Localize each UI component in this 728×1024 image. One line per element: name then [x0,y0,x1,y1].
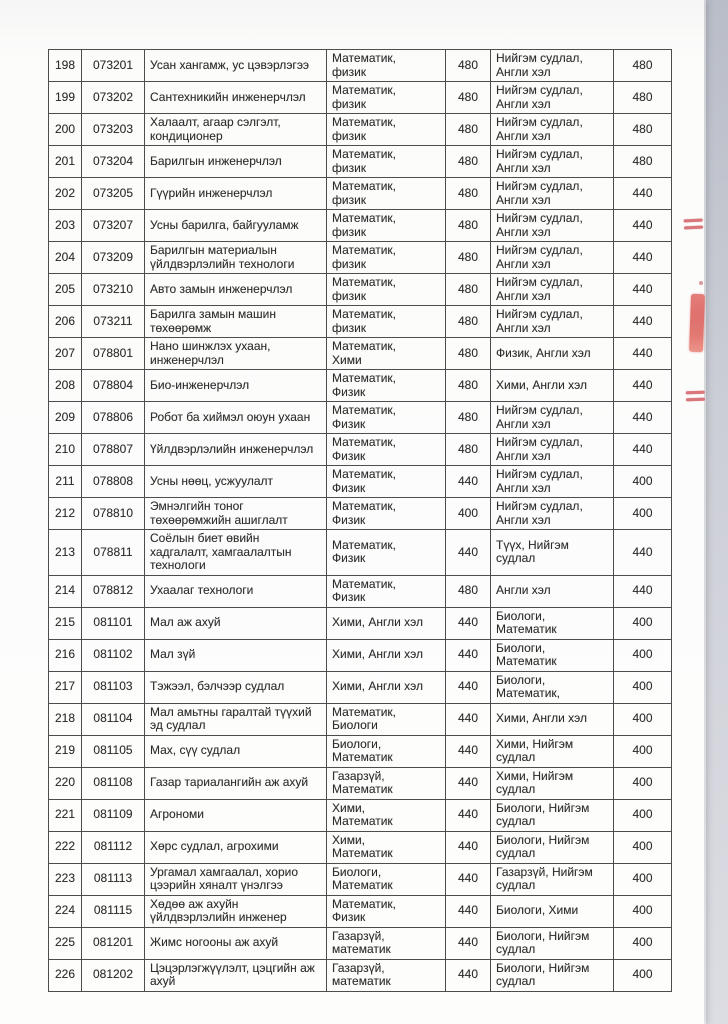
cell-score-1: 440 [446,530,491,576]
cell-program-name: Соёлын биет өвийн хадгалалт, хамгаалалтын технологи [145,530,327,576]
cell-row-number: 207 [49,338,82,370]
cell-program-name: Усны нөөц, усжуулалт [145,466,327,498]
cell-subjects-2: Хими, Нийгэм судлал [491,735,614,767]
cell-row-number: 204 [49,242,82,274]
table-row [49,927,672,959]
cell-program-name: Барилгын материалын үйлдвэрлэлийн технологи [145,242,327,274]
cell-score-1: 440 [446,607,491,639]
table-row [49,402,672,434]
cell-program-code: 081109 [82,799,145,831]
cell-program-code: 081115 [82,895,145,927]
cell-score-1: 480 [446,242,491,274]
cell-subjects-2: Нийгэм судлал, Англи хэл [491,466,614,498]
cell-score-2: 400 [614,927,672,959]
cell-score-1: 480 [446,146,491,178]
cell-program-name: Робот ба хиймэл оюун ухаан [145,402,327,434]
cell-subjects-1: Математик, физик [327,50,446,82]
cell-program-code: 081102 [82,639,145,671]
cell-score-1: 440 [446,703,491,735]
cell-score-2: 440 [614,370,672,402]
cell-subjects-2: Англи хэл [491,575,614,607]
cell-score-1: 480 [446,434,491,466]
cell-program-name: Мал зүй [145,639,327,671]
cell-row-number: 203 [49,210,82,242]
table-body [49,50,672,992]
cell-subjects-1: Математик, Физик [327,575,446,607]
cell-score-2: 440 [614,306,672,338]
cell-program-code: 078804 [82,370,145,402]
cell-row-number: 205 [49,274,82,306]
cell-subjects-1: Математик, Физик [327,402,446,434]
cell-score-2: 400 [614,831,672,863]
cell-score-2: 480 [614,50,672,82]
cell-score-1: 480 [446,370,491,402]
cell-score-2: 480 [614,82,672,114]
red-dash-stroke [686,398,705,402]
cell-score-1: 400 [446,498,491,530]
cell-score-1: 480 [446,338,491,370]
table-row [49,306,672,338]
cell-subjects-1: Биологи, Математик [327,735,446,767]
cell-program-name: Авто замын инженерчлэл [145,274,327,306]
red-speck-icon [699,281,703,285]
cell-program-name: Агрономи [145,799,327,831]
cell-program-name: Сантехникийн инженерчлэл [145,82,327,114]
cell-subjects-2: Нийгэм судлал, Англи хэл [491,114,614,146]
cell-program-code: 078812 [82,575,145,607]
cell-score-1: 440 [446,799,491,831]
cell-program-code: 073211 [82,306,145,338]
cell-program-code: 078807 [82,434,145,466]
cell-score-1: 440 [446,927,491,959]
cell-row-number: 220 [49,767,82,799]
cell-score-1: 440 [446,959,491,991]
cell-subjects-2: Нийгэм судлал, Англи хэл [491,274,614,306]
table-row [49,338,672,370]
cell-score-2: 400 [614,895,672,927]
cell-row-number: 206 [49,306,82,338]
cell-subjects-1: Математик, Биологи [327,703,446,735]
table-row [49,210,672,242]
cell-row-number: 200 [49,114,82,146]
cell-subjects-1: Газарзүй, Математик [327,767,446,799]
cell-subjects-2: Нийгэм судлал, Англи хэл [491,178,614,210]
table-row [49,639,672,671]
cell-program-code: 078808 [82,466,145,498]
table-row [49,863,672,895]
table-row [49,466,672,498]
cell-subjects-2: Хими, Англи хэл [491,370,614,402]
cell-program-name: Халаалт, агаар сэлгэлт, кондиционер [145,114,327,146]
cell-score-2: 400 [614,799,672,831]
cell-program-code: 073209 [82,242,145,274]
cell-score-1: 440 [446,466,491,498]
cell-score-2: 440 [614,274,672,306]
cell-row-number: 226 [49,959,82,991]
table-row [49,274,672,306]
cell-row-number: 224 [49,895,82,927]
cell-score-2: 440 [614,402,672,434]
cell-row-number: 201 [49,146,82,178]
cell-subjects-1: Математик, физик [327,274,446,306]
cell-program-code: 073205 [82,178,145,210]
cell-program-code: 078801 [82,338,145,370]
cell-program-code: 073203 [82,114,145,146]
cell-subjects-2: Физик, Англи хэл [491,338,614,370]
cell-score-1: 440 [446,831,491,863]
cell-subjects-2: Нийгэм судлал, Англи хэл [491,306,614,338]
cell-score-1: 480 [446,178,491,210]
cell-score-2: 400 [614,466,672,498]
cell-program-name: Газар тариалангийн аж ахуй [145,767,327,799]
table-row [49,146,672,178]
table-row [49,242,672,274]
cell-program-name: Жимс ногооны аж ахуй [145,927,327,959]
table-row [49,735,672,767]
cell-subjects-1: Биологи, Математик [327,863,446,895]
table-row [49,575,672,607]
cell-score-2: 400 [614,607,672,639]
cell-score-1: 480 [446,575,491,607]
cell-subjects-1: Математик, Физик [327,434,446,466]
cell-score-2: 400 [614,959,672,991]
cell-score-2: 440 [614,210,672,242]
cell-score-1: 440 [446,639,491,671]
cell-score-2: 400 [614,863,672,895]
table-row [49,50,672,82]
cell-row-number: 223 [49,863,82,895]
cell-score-2: 400 [614,671,672,703]
cell-program-name: Усан хангамж, ус цэвэрлэгээ [145,50,327,82]
cell-subjects-2: Нийгэм судлал, Англи хэл [491,210,614,242]
table-row [49,959,672,991]
cell-subjects-2: Нийгэм судлал, Англи хэл [491,434,614,466]
cell-subjects-2: Хими, Нийгэм судлал [491,767,614,799]
cell-score-2: 400 [614,498,672,530]
cell-program-code: 081104 [82,703,145,735]
cell-subjects-1: Математик, физик [327,178,446,210]
table-row [49,370,672,402]
cell-score-2: 400 [614,703,672,735]
cell-row-number: 213 [49,530,82,576]
cell-row-number: 210 [49,434,82,466]
cell-subjects-2: Биологи, Нийгэм судлал [491,959,614,991]
cell-program-code: 081101 [82,607,145,639]
cell-row-number: 216 [49,639,82,671]
cell-subjects-1: Математик, Физик [327,530,446,576]
cell-program-name: Гүүрийн инженерчлэл [145,178,327,210]
cell-subjects-2: Биологи, Математик [491,639,614,671]
cell-program-name: Мал амьтны гаралтай түүхий эд судлал [145,703,327,735]
table-row [49,498,672,530]
cell-score-1: 440 [446,895,491,927]
cell-score-2: 400 [614,735,672,767]
cell-subjects-1: Математик, физик [327,82,446,114]
cell-score-1: 480 [446,114,491,146]
cell-program-name: Үйлдвэрлэлийн инженерчлэл [145,434,327,466]
table-row [49,895,672,927]
cell-subjects-1: Математик, Физик [327,370,446,402]
cell-subjects-2: Биологи, Нийгэм судлал [491,927,614,959]
table-row [49,114,672,146]
cell-row-number: 198 [49,50,82,82]
cell-row-number: 211 [49,466,82,498]
cell-subjects-1: Математик, физик [327,242,446,274]
cell-program-name: Хөдөө аж ахуйн үйлдвэрлэлийн инженер [145,895,327,927]
cell-subjects-1: Хими, Математик [327,831,446,863]
cell-row-number: 214 [49,575,82,607]
cell-subjects-2: Нийгэм судлал, Англи хэл [491,402,614,434]
cell-program-code: 081103 [82,671,145,703]
red-double-dash-icon [686,391,705,406]
cell-subjects-2: Нийгэм судлал, Англи хэл [491,82,614,114]
cell-subjects-1: Математик, Физик [327,466,446,498]
cell-subjects-2: Нийгэм судлал, Англи хэл [491,498,614,530]
cell-score-2: 440 [614,530,672,576]
cell-subjects-2: Нийгэм судлал, Англи хэл [491,50,614,82]
cell-program-name: Барилгын инженерчлэл [145,146,327,178]
cell-program-name: Ургамал хамгаалал, хорио цээрийн хяналт үнэлгээ [145,863,327,895]
red-dash-stroke [686,391,705,395]
cell-program-code: 078806 [82,402,145,434]
cell-subjects-1: Газарзүй, математик [327,927,446,959]
cell-program-name: Барилга замын машин төхөөрөмж [145,306,327,338]
cell-score-1: 440 [446,671,491,703]
cell-program-name: Цэцэрлэгжүүлэлт, цэцгийн аж ахуй [145,959,327,991]
cell-score-1: 440 [446,735,491,767]
cell-score-1: 480 [446,306,491,338]
table-row [49,671,672,703]
cell-row-number: 225 [49,927,82,959]
cell-program-code: 081202 [82,959,145,991]
cell-program-name: Тэжээл, бэлчээр судлал [145,671,327,703]
cell-subjects-2: Газарзүй, Нийгэм судлал [491,863,614,895]
cell-row-number: 202 [49,178,82,210]
cell-subjects-2: Түүх, Нийгэм судлал [491,530,614,576]
cell-score-2: 440 [614,338,672,370]
cell-program-name: Усны барилга, байгууламж [145,210,327,242]
cell-subjects-1: Математик, Физик [327,498,446,530]
table-row [49,607,672,639]
table-row [49,767,672,799]
cell-subjects-2: Нийгэм судлал, Англи хэл [491,242,614,274]
cell-score-1: 440 [446,863,491,895]
cell-program-name: Нано шинжлэх ухаан, инженерчлэл [145,338,327,370]
cell-score-2: 480 [614,146,672,178]
cell-program-code: 073202 [82,82,145,114]
cell-subjects-1: Газарзүй, математик [327,959,446,991]
table-row [49,178,672,210]
cell-subjects-1: Математик, физик [327,146,446,178]
cell-program-code: 081113 [82,863,145,895]
cell-row-number: 199 [49,82,82,114]
cell-subjects-1: Математик, Физик [327,895,446,927]
cell-program-code: 081201 [82,927,145,959]
cell-program-code: 073204 [82,146,145,178]
table-row [49,530,672,576]
cell-score-1: 480 [446,82,491,114]
cell-row-number: 212 [49,498,82,530]
cell-program-code: 081112 [82,831,145,863]
cell-program-code: 073201 [82,50,145,82]
cell-program-name: Ухаалаг технологи [145,575,327,607]
cell-program-name: Эмнэлгийн тоног төхөөрөмжийн ашиглалт [145,498,327,530]
red-double-dash-icon [684,219,704,234]
cell-subjects-2: Биологи, Нийгэм судлал [491,831,614,863]
table-row [49,434,672,466]
table-row [49,799,672,831]
cell-row-number: 221 [49,799,82,831]
cell-subjects-1: Хими, Англи хэл [327,607,446,639]
cell-row-number: 208 [49,370,82,402]
cell-program-name: Мал аж ахуй [145,607,327,639]
cell-row-number: 218 [49,703,82,735]
cell-program-code: 081105 [82,735,145,767]
cell-program-code: 078810 [82,498,145,530]
cell-score-1: 480 [446,50,491,82]
cell-score-2: 480 [614,114,672,146]
cell-subjects-1: Математик, физик [327,306,446,338]
cell-subjects-1: Хими, Англи хэл [327,639,446,671]
cell-program-code: 073207 [82,210,145,242]
red-dash-stroke [684,226,703,230]
cell-subjects-1: Хими, Математик [327,799,446,831]
cell-score-1: 480 [446,274,491,306]
cell-program-code: 081108 [82,767,145,799]
cell-score-2: 440 [614,178,672,210]
cell-score-2: 400 [614,639,672,671]
cell-score-2: 440 [614,434,672,466]
cell-program-code: 073210 [82,274,145,306]
cell-subjects-1: Математик, физик [327,210,446,242]
cell-subjects-1: Математик, физик [327,114,446,146]
red-dash-stroke [684,219,703,223]
cell-subjects-2: Нийгэм судлал, Англи хэл [491,146,614,178]
cell-program-name: Хөрс судлал, агрохими [145,831,327,863]
admission-scores-table [48,49,672,992]
cell-row-number: 219 [49,735,82,767]
cell-score-1: 480 [446,402,491,434]
cell-score-1: 480 [446,210,491,242]
cell-score-2: 440 [614,242,672,274]
cell-subjects-2: Биологи, Нийгэм судлал [491,799,614,831]
table-row [49,831,672,863]
cell-score-2: 440 [614,575,672,607]
red-marker-stroke-icon [689,294,705,352]
cell-program-code: 078811 [82,530,145,576]
cell-row-number: 215 [49,607,82,639]
cell-subjects-1: Хими, Англи хэл [327,671,446,703]
table-row [49,703,672,735]
cell-subjects-2: Хими, Англи хэл [491,703,614,735]
cell-score-2: 400 [614,767,672,799]
cell-row-number: 209 [49,402,82,434]
cell-subjects-2: Биологи, Математик [491,607,614,639]
cell-program-name: Био-инженерчлэл [145,370,327,402]
cell-row-number: 222 [49,831,82,863]
cell-program-name: Мах, сүү судлал [145,735,327,767]
cell-row-number: 217 [49,671,82,703]
cell-subjects-1: Математик, Хими [327,338,446,370]
cell-score-1: 440 [446,767,491,799]
cell-subjects-2: Биологи, Математик, [491,671,614,703]
table-row [49,82,672,114]
cell-subjects-2: Биологи, Хими [491,895,614,927]
